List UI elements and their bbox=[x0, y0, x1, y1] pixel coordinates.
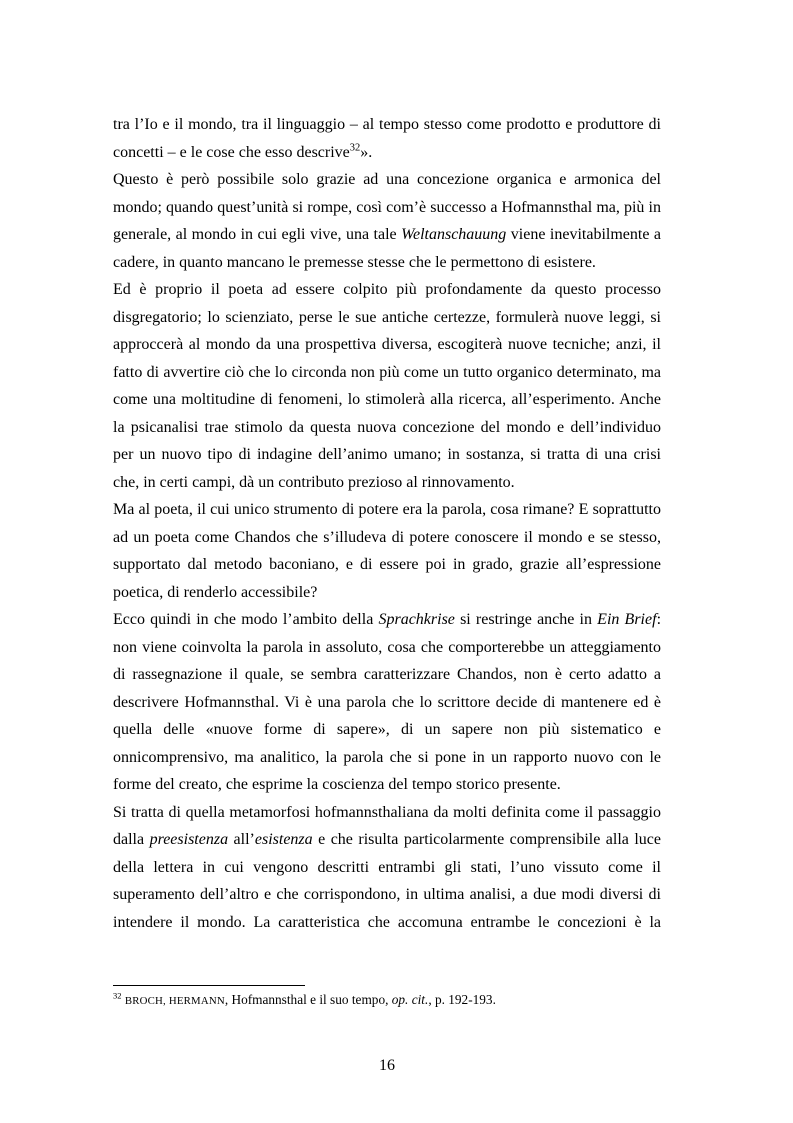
text-line: non viene coinvolta la parola in assoluto, cosa che comporterebbe un atteggiamento bbox=[113, 638, 661, 656]
text-line: mondo; quando quest’unità si rompe, così com’è successo a Hofmannsthal ma, più in bbox=[113, 198, 661, 216]
footnote-author: BROCH, HERMANN bbox=[124, 995, 225, 1007]
line-text: dalla bbox=[113, 831, 150, 848]
text-line: poetica, di renderlo accessibile? bbox=[113, 583, 318, 601]
text-line: cadere, in quanto mancano le premesse stesse che le permettono di esistere. bbox=[113, 253, 596, 271]
text-line: Questo è però possibile solo grazie ad una concezione organica e armonica del bbox=[113, 171, 661, 188]
line-text: : bbox=[656, 611, 662, 628]
page-number: 16 bbox=[379, 1057, 395, 1074]
text-line: approccerà al mondo da una prospettiva diversa, escogiterà nuove tecniche; anzi, il bbox=[113, 336, 661, 353]
text-line: fatto di avvertire ciò che lo circonda non più come un tutto organico determinato, ma bbox=[113, 363, 661, 381]
footnote bbox=[113, 991, 661, 1010]
text-line bbox=[113, 221, 661, 249]
paragraph bbox=[113, 799, 661, 937]
text-line bbox=[113, 826, 661, 854]
italic-term: Ein Brief bbox=[597, 611, 657, 628]
footnote-title: , Hofmannsthal e il suo tempo, bbox=[224, 992, 392, 1007]
text-line: forme del creato, che esprime la coscienza del tempo storico presente. bbox=[113, 776, 561, 793]
line-text: Ecco quindi in che modo l’ambito della bbox=[113, 611, 379, 628]
footnote-separator bbox=[113, 985, 305, 986]
text-line: tra l’Io e il mondo, tra il linguaggio – al tempo stesso come prodotto e produttore di bbox=[113, 116, 661, 133]
paragraph bbox=[113, 496, 661, 606]
text-line: descrivere Hofmannsthal. Vi è una parola che lo scrittore decide di mantenere ed è bbox=[113, 693, 661, 711]
text-line: la psicanalisi trae stimolo da questa nuova concezione del mondo e dell’individuo bbox=[113, 418, 661, 436]
text-line: che, in certi campi, dà un contributo prezioso al rinnovamento. bbox=[113, 473, 515, 491]
footnote-marker: 32 bbox=[113, 990, 122, 1001]
line-text: ». bbox=[360, 143, 373, 161]
paragraph bbox=[113, 606, 661, 799]
italic-term: esistenza bbox=[254, 831, 313, 848]
paragraph bbox=[113, 276, 661, 496]
italic-term: Weltanschauung bbox=[401, 226, 507, 243]
text-line: Ma al poeta, il cui unico strumento di potere era la parola, cosa rimane? E soprattutto bbox=[113, 501, 661, 518]
text-line: quella delle «nuove forme di sapere», di un sapere non più sistematico e bbox=[113, 721, 661, 738]
line-text: generale, al mondo in cui egli vive, una tale bbox=[113, 226, 402, 243]
line-text: si restringe anche in bbox=[454, 611, 598, 628]
italic-term: preesistenza bbox=[149, 831, 229, 848]
line-text: concetti – e le cose che esso descrive bbox=[113, 143, 350, 161]
text-line: come una moltitudine di fenomeni, lo stimolerà alla ricerca, all’esperimento. Anche bbox=[113, 391, 661, 408]
body-text bbox=[113, 111, 661, 936]
footnote-reference: 32 bbox=[349, 142, 361, 154]
text-line: Ed è proprio il poeta ad essere colpito più profondamente da questo processo bbox=[113, 281, 661, 298]
footnote-citation: op. cit. bbox=[391, 992, 429, 1007]
text-line bbox=[113, 606, 661, 634]
line-text: e che risulta particolarmente comprensibile alla luce bbox=[312, 831, 661, 848]
paragraph bbox=[113, 166, 661, 276]
line-text: all’ bbox=[228, 831, 255, 848]
text-line: onnicomprensivo, ma analitico, la parola che si pone in un rapporto nuovo con le bbox=[113, 748, 661, 766]
line-text: viene inevitabilmente a bbox=[506, 226, 661, 243]
text-line: disgregatorio; lo scienziato, perse le sue antiche certezze, formulerà nuove leggi, si bbox=[113, 308, 661, 326]
text-line: ad un poeta come Chandos che s’illudeva di potere conoscere il mondo e se stesso, bbox=[113, 528, 661, 546]
text-line: superamento dell’altro e che corrispondono, in ultima analisi, a due modi diversi di bbox=[113, 886, 661, 903]
text-line: della lettera in cui vengono descritti entrambi gli stati, l’uno vissuto come il bbox=[113, 858, 661, 876]
text-line: per un nuovo tipo di indagine dell’animo umano; in sostanza, si tratta di una crisi bbox=[113, 446, 661, 463]
paragraph bbox=[113, 111, 661, 166]
text-line: di rassegnazione il quale, se sembra caratterizzare Chandos, non è certo adatto a bbox=[113, 666, 661, 683]
italic-term: Sprachkrise bbox=[378, 611, 455, 628]
footnote-pages: , p. 192-193. bbox=[428, 992, 496, 1007]
text-line: intendere il mondo. La caratteristica che accomuna entrambe le concezioni è la bbox=[113, 913, 661, 931]
text-line: supportato dal metodo baconiano, e di essere poi in grado, grazie all’espressione bbox=[113, 556, 661, 573]
text-line bbox=[113, 139, 661, 167]
text-line: Si tratta di quella metamorfosi hofmannsthaliana da molti definita come il passaggio bbox=[113, 803, 661, 821]
